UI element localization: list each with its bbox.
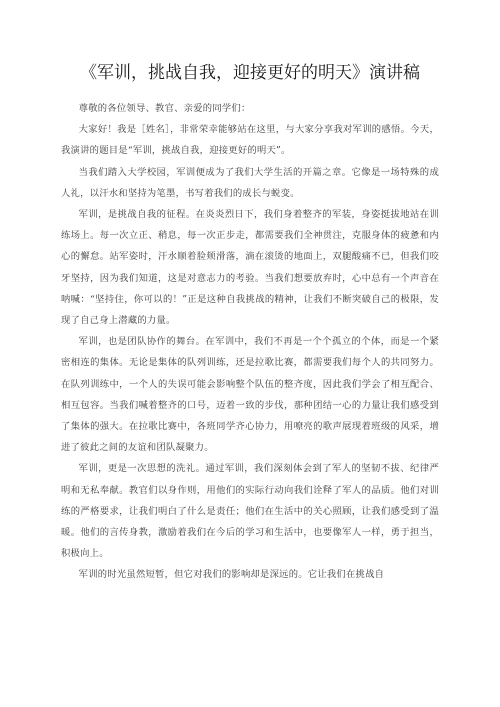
salutation-paragraph: 尊敬的各位领导、教官、亲爱的同学们： — [78, 103, 251, 114]
body-paragraph: 军训，是挑战自我的征程。在炎炎烈日下，我们身着整齐的军装，身姿挺拔地站在训练场上。每一次立正、稍息，每一次正步走，都需要我们全神贯注，克服身体的疲惫和内心的懈怠。站军姿时，汗水顺着脸颊滑落，滴在滚烫的地面上，双腿酸痛不已，但我们咬牙坚持，因为我们知道，这是对意志力的考验。当我们想要放弃时，心中总有一个声音在呐喊：“坚持住，你可以的！”正是这种自我挑战的精神，让我们不断突破自己的极限，发现了自己身上潜藏的力量。 — [61, 209, 439, 327]
body-paragraph: 军训，更是一次思想的洗礼。通过军训，我们深刻体会到了军人的坚韧不拔、纪律严明和无私奉献。教官们以身作则，用他们的实际行动向我们诠释了军人的品质。他们对训练的严格要求，让我们明白了什么是责任；他们在生活中的关心照顾，让我们感受到了温暖。他们的言传身教，激励着我们在今后的学习和生活中，也要像军人一样，勇于担当，积极向上。 — [61, 463, 439, 560]
document-body — [61, 98, 439, 586]
document-title: 《军训，挑战自我，迎接更好的明天》演讲稿 — [80, 63, 420, 83]
closing-paragraph: 军训的时光虽然短暂，但它对我们的影响却是深远的。它让我们在挑战自 — [78, 569, 385, 581]
greeting-paragraph: 大家好！我是［姓名］，非常荣幸能够站在这里，与大家分享我对军训的感悟。今天，我演讲的题目是“军训，挑战自我，迎接更好的明天”。 — [61, 124, 439, 157]
body-paragraph: 当我们踏入大学校园，军训便成为了我们大学生活的开篇之章。它像是一场特殊的成人礼，以汗水和坚持为笔墨，书写着我们的成长与蜕变。 — [61, 166, 439, 199]
body-paragraph: 军训，也是团队协作的舞台。在军训中，我们不再是一个个孤立的个体，而是一个紧密相连的集体。无论是集体的队列训练，还是拉歌比赛，都需要我们每个人的共同努力。在队列训练中，一个人的失误可能会影响整个队伍的整齐度，因此我们学会了相互配合、相互包容。当我们喊着整齐的口号，迈着一致的步伐，那种团结一心的力量让我们感受到了集体的强大。在拉歌比赛中，各班同学齐心协力，用嘹亮的歌声展现着班级的风采，增进了彼此之间的友谊和团队凝聚力。 — [61, 336, 439, 454]
